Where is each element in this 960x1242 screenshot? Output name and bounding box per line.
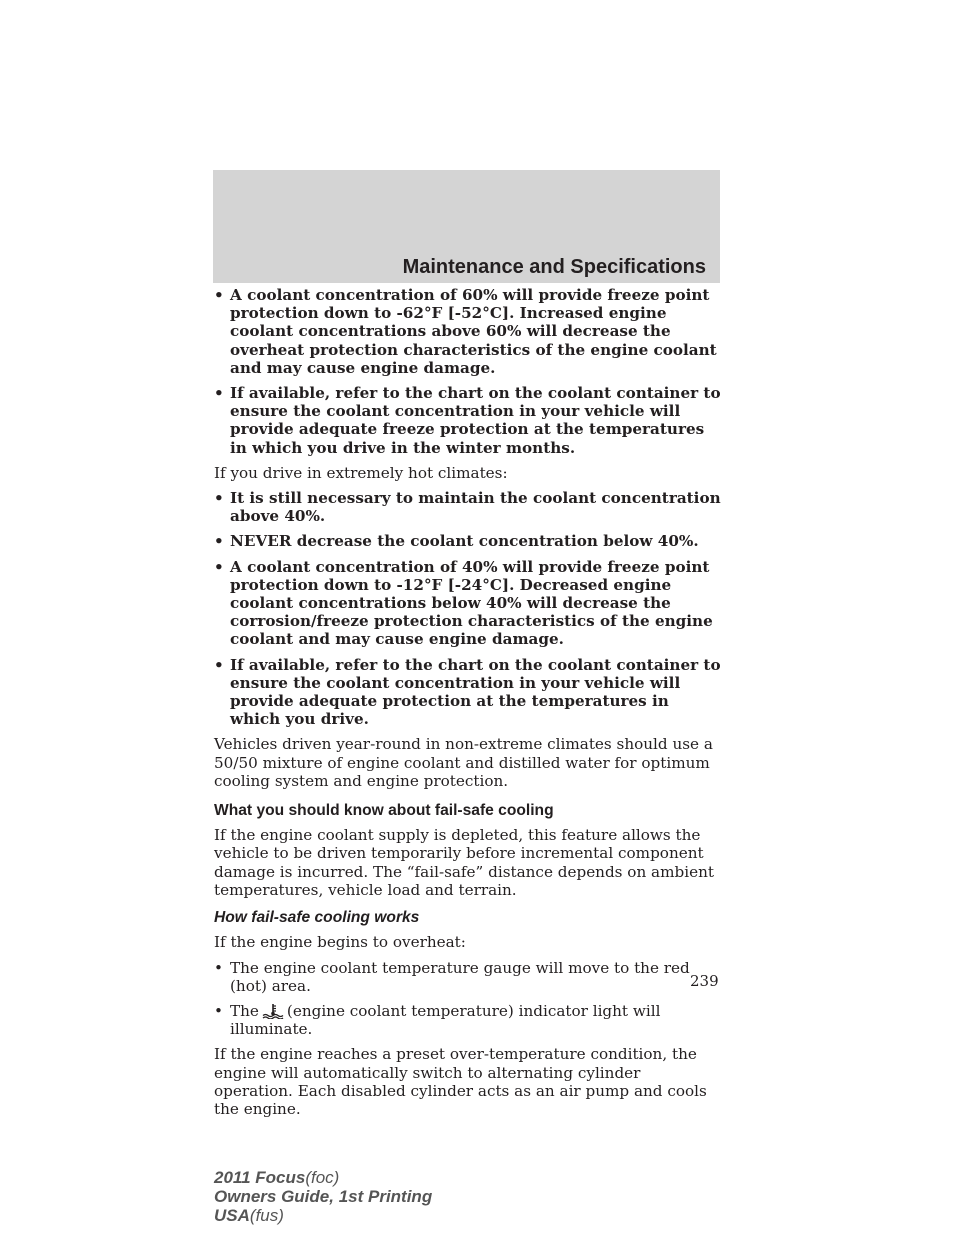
bullet-text: It is still necessary to maintain the coolant concentration above 40%. [230, 489, 721, 526]
bullet-glyph: • [214, 655, 224, 674]
list-item [214, 1002, 722, 1038]
list-item [214, 656, 722, 729]
bullet-glyph: • [214, 958, 223, 977]
coolant-temperature-icon [262, 1003, 284, 1019]
footer-region: USA [214, 1206, 250, 1225]
footer-region-code: (fus) [249, 1206, 284, 1225]
overheat-intro: If the engine begins to overheat: [214, 933, 466, 952]
bullet-glyph: • [214, 532, 224, 551]
bullet-glyph: • [214, 1001, 223, 1020]
bullet-glyph: • [214, 489, 224, 508]
list-item [214, 384, 722, 457]
footer-model-code: (foc) [305, 1168, 340, 1187]
bullet-text: A coolant concentration of 40% will provide freeze point protection down to -12°F [-24°C]. Decreased engine coolant concentrations below 40% will decrease the corrosion/freeze protection characteristics of the engine coolant and may cause engine damage. [230, 557, 713, 649]
bullet-text-suffix: (engine coolant temperature) indicator light will illuminate. [230, 1001, 661, 1039]
bullet-text: NEVER decrease the coolant concentration below 40%. [230, 532, 699, 551]
failsafe-heading: What you should know about fail-safe cooling [214, 802, 554, 820]
footer-line-3 [214, 1206, 432, 1225]
list-item [214, 558, 722, 649]
list-item [214, 489, 722, 525]
bullet-glyph: • [214, 557, 224, 576]
list-item [214, 286, 722, 377]
bullet-glyph: • [214, 384, 224, 403]
bullet-text: The engine coolant temperature gauge will move to the red (hot) area. [230, 958, 690, 995]
footer-line-2: Owners Guide, 1st Printing [214, 1187, 433, 1206]
page-content [214, 286, 722, 1125]
failsafe-paragraph: If the engine coolant supply is depleted, this feature allows the vehicle to be driven temporarily before incremental component damage is incurred. The “fail-safe” distance depends on ambient temperatures, vehicle load and terrain. [214, 826, 714, 899]
bullet-text: If available, refer to the chart on the coolant container to ensure the coolant concentration in your vehicle will provide adequate protection at the temperatures in which you drive. [230, 655, 721, 729]
section-title: Maintenance and Specifications [402, 256, 706, 278]
bullet-text: A coolant concentration of 60% will provide freeze point protection down to -62°F [-52°C]. Increased engine coolant concentrations above 60% will decrease the overheat protection characteristics of the engine coolant and may cause engine damage. [230, 286, 717, 377]
bullet-text: If available, refer to the chart on the coolant container to ensure the coolant concentration in your vehicle will provide adequate freeze protection at the temperatures in which you drive in the winter months. [230, 384, 721, 457]
bullet-text-prefix: The [230, 1001, 259, 1020]
hot-climates-intro: If you drive in extremely hot climates: [214, 463, 508, 482]
document-footer [214, 1168, 432, 1225]
year-round-paragraph: Vehicles driven year-round in non-extreme climates should use a 50/50 mixture of engine coolant and distilled water for optimum cooling system and engine protection. [214, 735, 713, 790]
footer-line-1 [214, 1168, 432, 1187]
bullet-glyph: • [214, 286, 224, 304]
list-item [214, 959, 722, 995]
section-header-bar [213, 170, 720, 283]
page-number: 239 [690, 972, 719, 990]
list-item [214, 532, 722, 550]
failsafe-subheading: How fail-safe cooling works [214, 909, 420, 927]
footer-model: 2011 Focus [214, 1168, 306, 1187]
final-paragraph: If the engine reaches a preset over-temperature condition, the engine will automatically switch to alternating cylinder operation. Each disabled cylinder acts as an air pump and cools the engine. [214, 1045, 707, 1118]
